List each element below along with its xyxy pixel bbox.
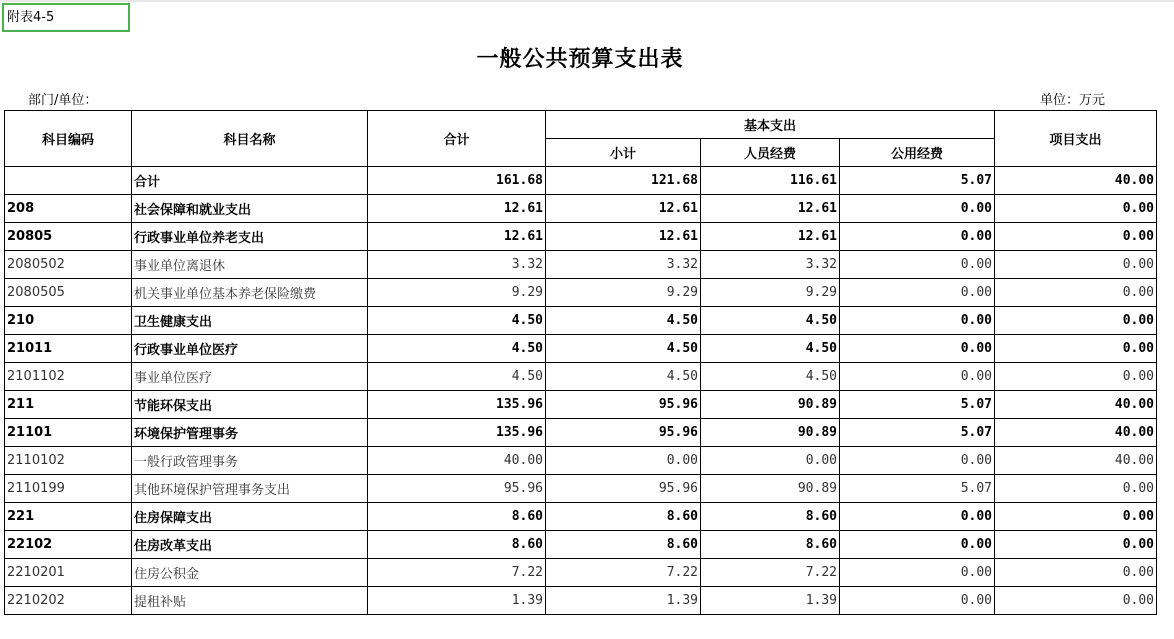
cell-public[interactable]: 5.07 (840, 419, 995, 447)
cell-total[interactable]: 4.50 (368, 307, 546, 335)
cell-project[interactable]: 40.00 (995, 447, 1157, 475)
cell-public[interactable]: 5.07 (840, 475, 995, 503)
selected-cell[interactable]: 附表4-5 (2, 3, 130, 32)
cell-total[interactable]: 4.50 (368, 335, 546, 363)
cell-code[interactable]: 22102 (5, 531, 132, 559)
cell-subtotal[interactable]: 95.96 (546, 391, 701, 419)
cell-personnel[interactable]: 4.50 (701, 335, 840, 363)
cell-code[interactable]: 2080505 (5, 279, 132, 307)
cell-total[interactable]: 161.68 (368, 167, 546, 195)
cell-public[interactable]: 0.00 (840, 559, 995, 587)
cell-project[interactable]: 40.00 (995, 167, 1157, 195)
cell-total[interactable]: 3.32 (368, 251, 546, 279)
unit-label: 单位：万元 (1040, 93, 1106, 108)
cell-name[interactable]: 住房公积金 (132, 559, 368, 587)
cell-public[interactable]: 0.00 (840, 531, 995, 559)
cell-name[interactable]: 节能环保支出 (132, 391, 368, 419)
budget-table (4, 110, 1157, 615)
cell-personnel[interactable]: 4.50 (701, 307, 840, 335)
cell-code[interactable]: 208 (5, 195, 132, 223)
cell-total[interactable]: 9.29 (368, 279, 546, 307)
cell-personnel[interactable]: 116.61 (701, 167, 840, 195)
cell-project[interactable]: 0.00 (995, 279, 1157, 307)
cell-personnel[interactable]: 1.39 (701, 587, 840, 615)
cell-project[interactable]: 0.00 (995, 307, 1157, 335)
cell-code[interactable]: 2110199 (5, 475, 132, 503)
header-personnel[interactable]: 人员经费 (701, 139, 840, 167)
cell-subtotal[interactable]: 9.29 (546, 279, 701, 307)
cell-total[interactable]: 135.96 (368, 419, 546, 447)
table-row (5, 475, 1157, 503)
cell-project[interactable]: 0.00 (995, 531, 1157, 559)
cell-code[interactable]: 210 (5, 307, 132, 335)
cell-public[interactable]: 0.00 (840, 363, 995, 391)
cell-personnel[interactable]: 90.89 (701, 419, 840, 447)
table-row (5, 419, 1157, 447)
cell-personnel[interactable]: 8.60 (701, 531, 840, 559)
header-subtotal[interactable]: 小计 (546, 139, 701, 167)
cell-name[interactable]: 住房保障支出 (132, 503, 368, 531)
table-body (5, 167, 1157, 615)
cell-public[interactable]: 0.00 (840, 447, 995, 475)
cell-personnel[interactable]: 8.60 (701, 503, 840, 531)
cell-project[interactable]: 0.00 (995, 559, 1157, 587)
header-total[interactable]: 合计 (368, 111, 546, 167)
cell-total[interactable]: 95.96 (368, 475, 546, 503)
cell-public[interactable]: 0.00 (840, 279, 995, 307)
table-row (5, 307, 1157, 335)
cell-code[interactable]: 211 (5, 391, 132, 419)
page-title: 一般公共预算支出表 (476, 46, 684, 72)
cell-project[interactable]: 0.00 (995, 223, 1157, 251)
cell-name[interactable]: 行政事业单位医疗 (132, 335, 368, 363)
header-code[interactable]: 科目编码 (5, 111, 132, 167)
cell-total[interactable]: 1.39 (368, 587, 546, 615)
cell-public[interactable]: 0.00 (840, 251, 995, 279)
cell-public[interactable]: 0.00 (840, 503, 995, 531)
cell-total[interactable]: 12.61 (368, 195, 546, 223)
cell-project[interactable]: 40.00 (995, 419, 1157, 447)
cell-project[interactable]: 40.00 (995, 391, 1157, 419)
cell-public[interactable]: 5.07 (840, 391, 995, 419)
cell-name[interactable]: 其他环境保护管理事务支出 (132, 475, 368, 503)
cell-name[interactable]: 提租补贴 (132, 587, 368, 615)
cell-project[interactable]: 0.00 (995, 335, 1157, 363)
column-header-strip (0, 0, 1174, 2)
cell-subtotal[interactable]: 7.22 (546, 559, 701, 587)
table-row (5, 391, 1157, 419)
cell-name[interactable]: 住房改革支出 (132, 531, 368, 559)
header-project[interactable]: 项目支出 (995, 111, 1157, 167)
cell-code[interactable]: 2101102 (5, 363, 132, 391)
cell-public[interactable]: 0.00 (840, 307, 995, 335)
cell-total[interactable]: 4.50 (368, 363, 546, 391)
table-row (5, 559, 1157, 587)
cell-name[interactable]: 行政事业单位养老支出 (132, 223, 368, 251)
cell-personnel[interactable]: 9.29 (701, 279, 840, 307)
cell-code[interactable]: 20805 (5, 223, 132, 251)
cell-personnel[interactable]: 12.61 (701, 195, 840, 223)
header-basic[interactable]: 基本支出 (546, 111, 995, 139)
cell-name[interactable]: 事业单位医疗 (132, 363, 368, 391)
cell-subtotal[interactable]: 3.32 (546, 251, 701, 279)
cell-personnel[interactable]: 0.00 (701, 447, 840, 475)
cell-project[interactable]: 0.00 (995, 475, 1157, 503)
cell-total[interactable]: 40.00 (368, 447, 546, 475)
cell-subtotal[interactable]: 12.61 (546, 223, 701, 251)
table-row (5, 587, 1157, 615)
cell-name[interactable]: 社会保障和就业支出 (132, 195, 368, 223)
table-row (5, 195, 1157, 223)
cell-name[interactable]: 机关事业单位基本养老保险缴费 (132, 279, 368, 307)
cell-subtotal[interactable]: 121.68 (546, 167, 701, 195)
table-row (5, 447, 1157, 475)
table-row (5, 503, 1157, 531)
cell-subtotal[interactable]: 95.96 (546, 475, 701, 503)
cell-project[interactable]: 0.00 (995, 251, 1157, 279)
cell-personnel[interactable]: 90.89 (701, 475, 840, 503)
cell-subtotal[interactable]: 4.50 (546, 335, 701, 363)
table-row (5, 167, 1157, 195)
header-public[interactable]: 公用经费 (840, 139, 995, 167)
table-row (5, 363, 1157, 391)
cell-total[interactable]: 8.60 (368, 503, 546, 531)
cell-subtotal[interactable]: 1.39 (546, 587, 701, 615)
cell-code[interactable]: 21101 (5, 419, 132, 447)
cell-project[interactable]: 0.00 (995, 195, 1157, 223)
cell-personnel[interactable]: 4.50 (701, 363, 840, 391)
cell-total[interactable]: 12.61 (368, 223, 546, 251)
cell-name[interactable]: 合计 (132, 167, 368, 195)
table-row (5, 223, 1157, 251)
cell-code[interactable]: 2080502 (5, 251, 132, 279)
cell-personnel[interactable]: 12.61 (701, 223, 840, 251)
cell-public[interactable]: 0.00 (840, 587, 995, 615)
table-row (5, 531, 1157, 559)
cell-total[interactable]: 7.22 (368, 559, 546, 587)
cell-public[interactable]: 5.07 (840, 167, 995, 195)
table-row (5, 335, 1157, 363)
cell-public[interactable]: 0.00 (840, 195, 995, 223)
cell-code[interactable]: 2210202 (5, 587, 132, 615)
cell-name[interactable]: 环境保护管理事务 (132, 419, 368, 447)
cell-name[interactable]: 一般行政管理事务 (132, 447, 368, 475)
cell-subtotal[interactable]: 0.00 (546, 447, 701, 475)
cell-subtotal[interactable]: 8.60 (546, 503, 701, 531)
cell-project[interactable]: 0.00 (995, 363, 1157, 391)
header-name[interactable]: 科目名称 (132, 111, 368, 167)
cell-public[interactable]: 0.00 (840, 335, 995, 363)
cell-subtotal[interactable]: 4.50 (546, 363, 701, 391)
cell-personnel[interactable]: 3.32 (701, 251, 840, 279)
cell-name[interactable]: 卫生健康支出 (132, 307, 368, 335)
cell-project[interactable]: 0.00 (995, 503, 1157, 531)
cell-personnel[interactable]: 7.22 (701, 559, 840, 587)
cell-public[interactable]: 0.00 (840, 223, 995, 251)
cell-total[interactable]: 8.60 (368, 531, 546, 559)
cell-code[interactable]: 221 (5, 503, 132, 531)
cell-code[interactable]: 2110102 (5, 447, 132, 475)
table-row (5, 279, 1157, 307)
table-row (5, 251, 1157, 279)
cell-project[interactable]: 0.00 (995, 587, 1157, 615)
cell-total[interactable]: 135.96 (368, 391, 546, 419)
cell-personnel[interactable]: 90.89 (701, 391, 840, 419)
cell-name[interactable]: 事业单位离退休 (132, 251, 368, 279)
cell-code[interactable]: 2210201 (5, 559, 132, 587)
cell-code[interactable]: 21011 (5, 335, 132, 363)
dept-label: 部门/单位： (28, 93, 98, 108)
cell-subtotal[interactable]: 4.50 (546, 307, 701, 335)
cell-code[interactable] (5, 167, 132, 195)
cell-subtotal[interactable]: 95.96 (546, 419, 701, 447)
cell-subtotal[interactable]: 12.61 (546, 195, 701, 223)
cell-subtotal[interactable]: 8.60 (546, 531, 701, 559)
